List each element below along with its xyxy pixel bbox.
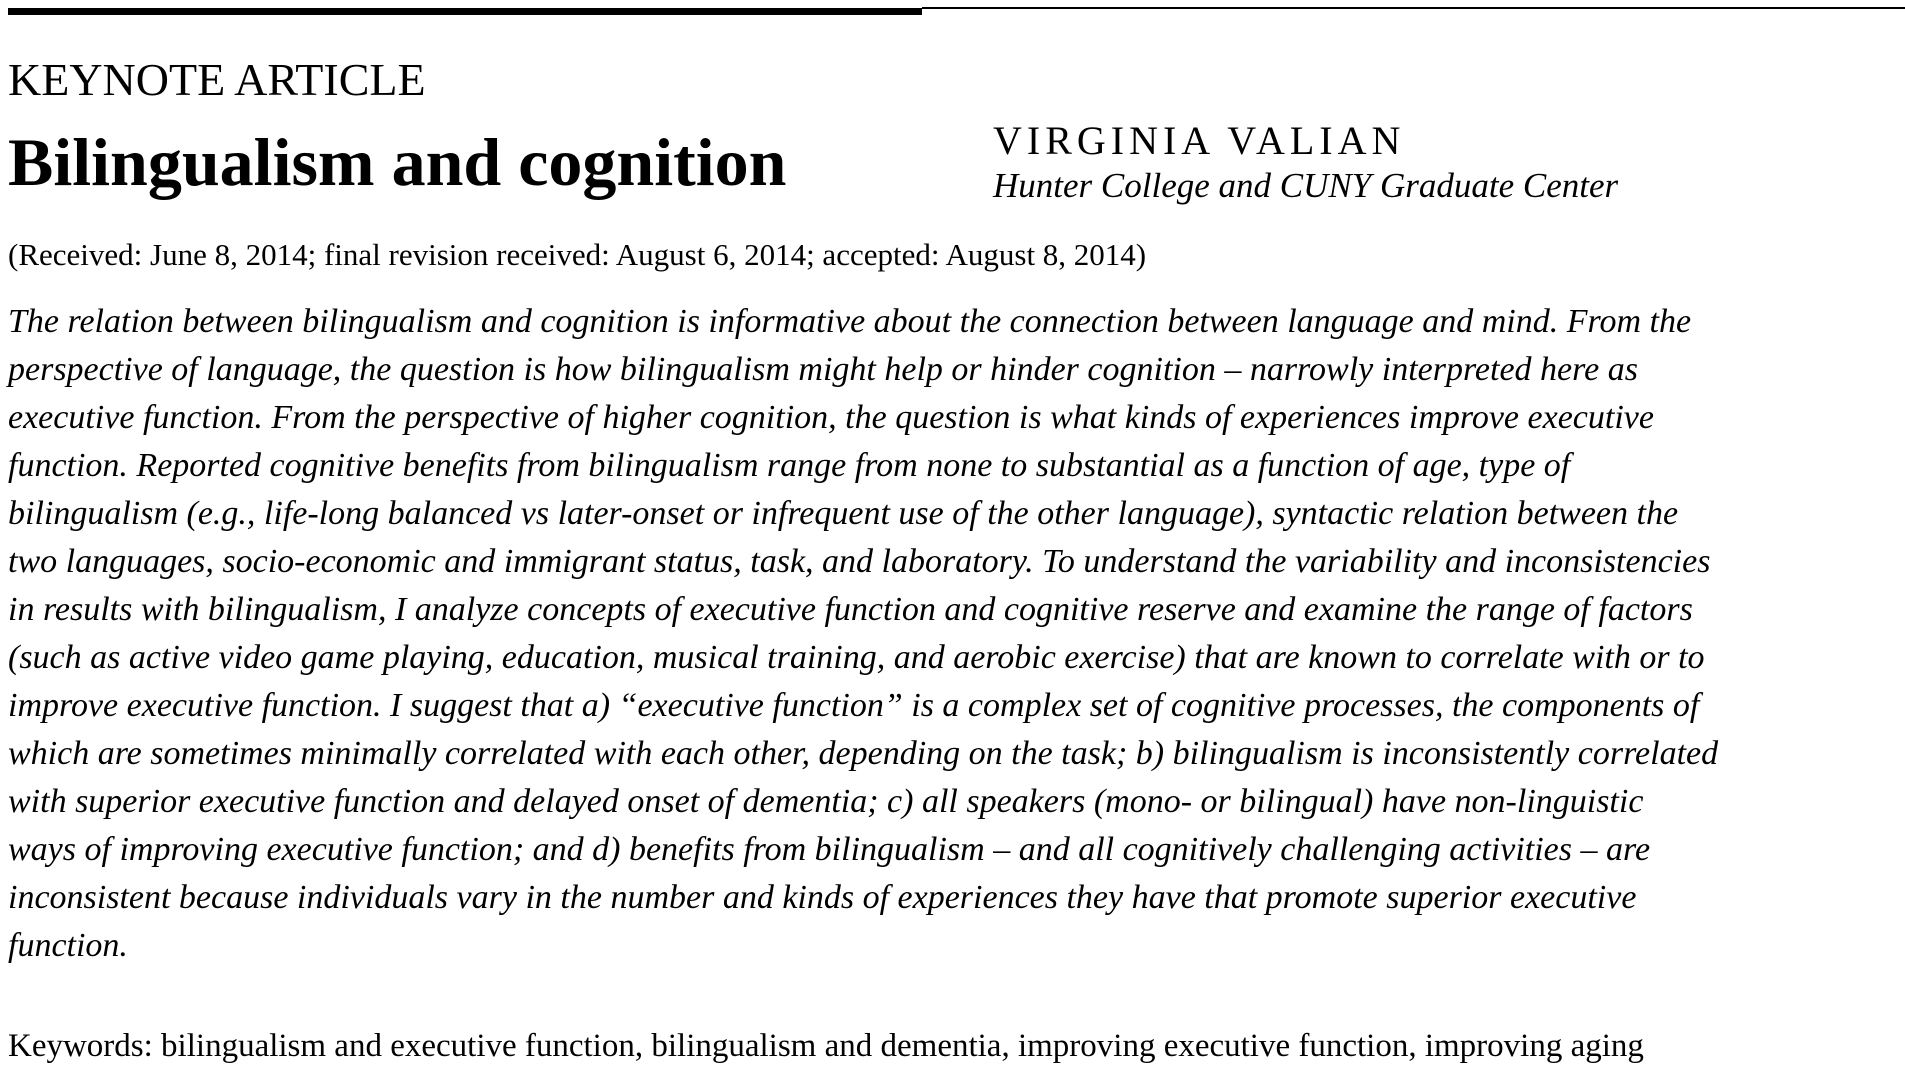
abstract-line: perspective of language, the question is how bilingualism might help or hinder cognition – narrowly interpreted here as xyxy=(8,351,1638,388)
abstract-line: bilingualism (e.g., life-long balanced vs later-onset or infrequent use of the other language), syntactic relation between the xyxy=(8,495,1679,532)
keywords: Keywords: bilingualism and executive function, bilingualism and dementia, improving executive function, improving aging xyxy=(8,1028,1644,1064)
abstract-line: function. Reported cognitive benefits from bilingualism range from none to substantial as a function of age, type of xyxy=(8,447,1571,484)
abstract-line: ways of improving executive function; and d) benefits from bilingualism – and all cognitively challenging activities – are xyxy=(8,831,1651,868)
abstract-line: with superior executive function and delayed onset of dementia; c) all speakers (mono- or bilingual) have non-linguistic xyxy=(8,783,1644,820)
abstract-line: executive function. From the perspective of higher cognition, the question is what kinds of experiences improve executive xyxy=(8,399,1654,436)
abstract-line: (such as active video game playing, education, musical training, and aerobic exercise) that are known to correlate with or to xyxy=(8,639,1705,676)
article-title: Bilingualism and cognition xyxy=(8,124,787,200)
author-name: VIRGINIA VALIAN xyxy=(993,118,1406,163)
abstract-line: two languages, socio-economic and immigrant status, task, and laboratory. To understand the variability and inconsistencies xyxy=(8,543,1711,580)
abstract xyxy=(8,298,1903,970)
header-rule-thick xyxy=(8,8,922,15)
abstract-line: The relation between bilingualism and cognition is informative about the connection between language and mind. From the xyxy=(8,303,1692,340)
abstract-line: in results with bilingualism, I analyze concepts of executive function and cognitive reserve and examine the range of factors xyxy=(8,591,1693,628)
abstract-line: function. xyxy=(8,927,128,964)
abstract-line: inconsistent because individuals vary in the number and kinds of experiences they have that promote superior executive xyxy=(8,879,1637,916)
abstract-line: improve executive function. I suggest that a) “executive function” is a complex set of cognitive processes, the components of xyxy=(8,687,1700,724)
section-label: KEYNOTE ARTICLE xyxy=(8,54,426,105)
abstract-line: which are sometimes minimally correlated with each other, depending on the task; b) bilingualism is inconsistently correlated xyxy=(8,735,1719,772)
header-rule-thin xyxy=(922,7,1905,9)
received-dates: (Received: June 8, 2014; final revision received: August 6, 2014; accepted: August 8, 2014) xyxy=(8,237,1147,272)
author-affiliation: Hunter College and CUNY Graduate Center xyxy=(993,166,1619,205)
